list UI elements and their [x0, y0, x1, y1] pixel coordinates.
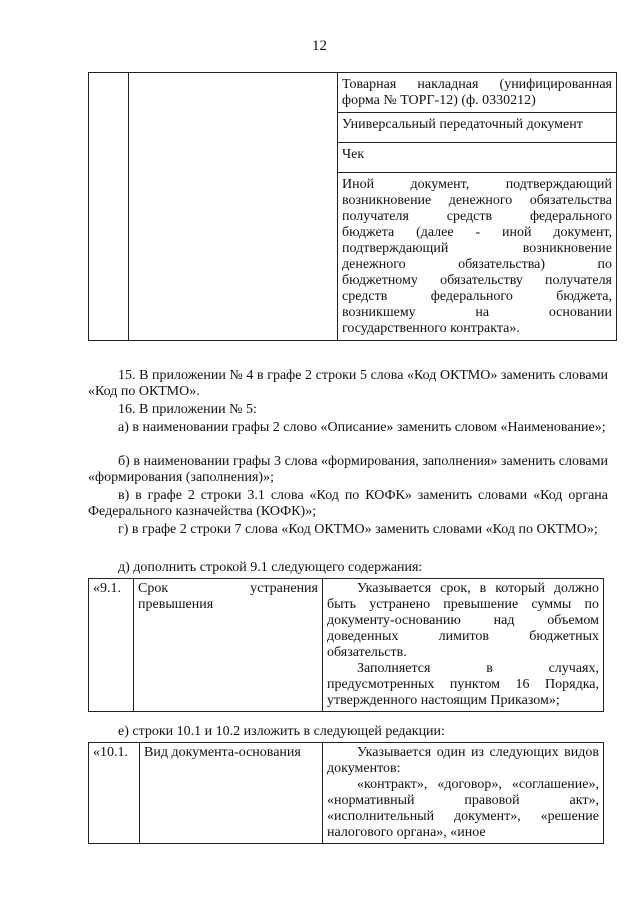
row-text-line: государственного контракта». [342, 321, 520, 336]
row-text-line: возникновение денежного обязательства [342, 193, 612, 208]
row-text-line: денежного обязательства) по [342, 257, 612, 272]
description-paragraph: Заполняется в случаях, предусмотренных пунктом 16 Порядка, утвержденного настоящим Приказом»; [327, 661, 599, 708]
row-description-cell [323, 579, 604, 712]
paragraph-a: а) в наименовании графы 2 слово «Описание» заменить словом «Наименование»; [118, 420, 606, 435]
row-text-line: Иной документ, подтверждающий [342, 177, 612, 192]
table-row [338, 113, 617, 143]
paragraph-e: е) строки 10.1 и 10.2 изложить в следующей редакции: [118, 724, 445, 739]
paragraph-16: 16. В приложении № 5: [118, 402, 257, 417]
empty-cell-col1 [89, 73, 129, 341]
page-number: 12 [312, 38, 327, 54]
row-text-line: возникшему на основании [342, 305, 612, 320]
document-types-table [88, 72, 617, 341]
row-text-line: получателя средств федерального [342, 209, 612, 224]
row-9-1-table [88, 578, 604, 712]
paragraph-g: г) в графе 2 строки 7 слова «Код ОКТМО» заменить словами «Код по ОКТМО»; [118, 522, 598, 537]
paragraph-d: д) дополнить строкой 9.1 следующего содержания: [118, 560, 423, 575]
row-name-cell: Срок устранения превышения [134, 579, 323, 712]
row-name-cell: Вид документа-основания [140, 743, 323, 844]
description-paragraph: Указывается срок, в который должно быть устранено превышение суммы по документу-основанию над объемом доведенных лимитов бюджетных обязательств. [327, 581, 599, 660]
table-row [338, 73, 617, 113]
empty-cell-col2 [129, 73, 338, 341]
table-row [338, 143, 617, 173]
table-row [338, 173, 617, 341]
row-text-line: бюджета (далее - иной документ, [342, 225, 612, 240]
paragraph-v: в) в графе 2 строки 3.1 слова «Код по КОФК» заменить словами «Код органа Федерального казначейства (КОФК)»; [88, 488, 608, 519]
row-text-line: бюджетному обязательству получателя [342, 273, 612, 288]
paragraph-15: 15. В приложении № 4 в графе 2 строки 5 слова «Код ОКТМО» заменить словами «Код по ОКТМО». [88, 368, 608, 399]
row-text-line: Товарная накладная (унифицированная [342, 77, 612, 92]
row-number-cell: «9.1. [89, 579, 134, 712]
row-text-line: Универсальный передаточный документ [342, 117, 583, 132]
row-number-cell: «10.1. [89, 743, 140, 844]
row-text-line: Чек [342, 147, 365, 162]
paragraph-b: б) в наименовании графы 3 слова «формирования, заполнения» заменить словами «формирования (заполнения)»; [88, 454, 608, 485]
description-paragraph: Указывается один из следующих видов документов: [327, 745, 599, 776]
row-text-line: форма № ТОРГ-12) (ф. 0330212) [342, 93, 536, 108]
row-description-cell [323, 743, 604, 844]
row-text-line: подтверждающий возникновение [342, 241, 612, 256]
description-paragraph: «контракт», «договор», «соглашение», «нормативный правовой акт», «исполнительный документ», «решение налогового органа», «иное [327, 777, 599, 840]
row-10-1-table [88, 742, 604, 844]
row-text-line: средств федерального бюджета, [342, 289, 612, 304]
